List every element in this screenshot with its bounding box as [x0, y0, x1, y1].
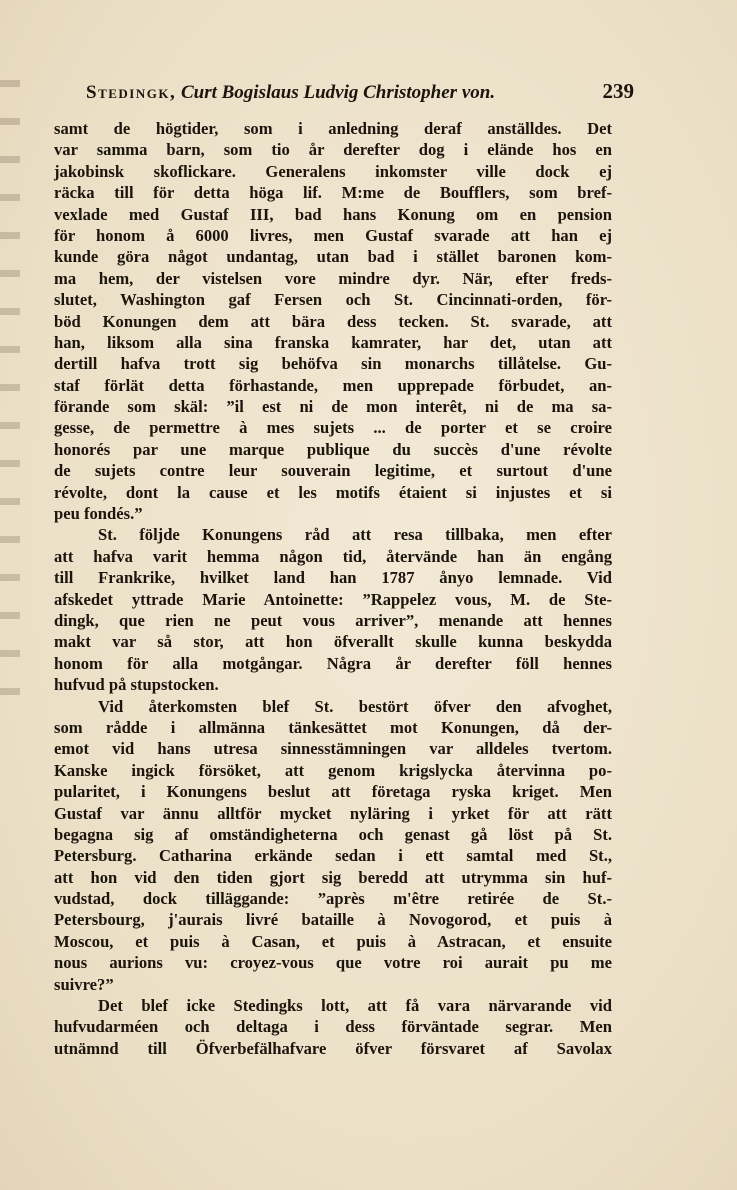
text-line: peu fondés.”	[54, 504, 143, 524]
text-line: att hafva varit hemma någon tid, återvände han än engång	[54, 546, 612, 566]
text-line: Gustaf var ännu alltför mycket nyläring i yrket för att rätt	[54, 803, 612, 823]
text-line: afskedet yttrade Marie Antoinette: ”Rappelez vous, M. de Ste-	[54, 589, 612, 609]
page-number: 239	[602, 79, 634, 103]
text-line: böd Konungen dem att bära dess tecken. St. svarade, att	[54, 311, 612, 331]
body-text	[54, 118, 612, 1059]
text-line: som rådde i allmänna tänkesättet mot Konungen, då der-	[54, 717, 612, 737]
text-line: slutet, Washington gaf Fersen och St. Cincinnati-orden, för-	[54, 290, 612, 310]
text-line: honom för alla motgångar. Några år derefter föll hennes	[54, 653, 612, 673]
text-line: St. följde Konungens råd att resa tillbaka, men efter	[98, 525, 612, 545]
header-title	[86, 82, 495, 104]
text-line: hufvudarméen och deltaga i dess förväntade segrar. Men	[54, 1017, 612, 1037]
text-line: ma hem, der vistelsen vore mindre dyr. När, efter freds-	[54, 268, 612, 288]
text-line: gesse, de permettre à mes sujets ... de porter et se croire	[54, 418, 612, 438]
text-line: samt de högtider, som i anledning deraf anställdes. Det	[54, 119, 612, 138]
header-full-name: Curt Bogislaus Ludvig Christopher von.	[180, 82, 496, 103]
text-line: räcka till för detta höga lif. M:me de Boufflers, som bref-	[54, 183, 612, 203]
text-line: dingk, que rien ne peut vous arriver”, menande att hennes	[54, 610, 612, 630]
text-line: för honom å 6000 livres, men Gustaf svarade att han ej	[54, 225, 612, 245]
text-line: Petersbourg, j'aurais livré bataille à Novogorod, et puis à	[54, 910, 612, 930]
text-line: jakobinsk skoflickare. Generalens inkomster ville dock ej	[54, 161, 612, 181]
text-line: makt var så stor, att hon öfverallt skulle kunna beskydda	[54, 632, 612, 652]
header-name: Stedingk,	[86, 82, 177, 103]
text-line: suivre?”	[54, 974, 114, 994]
text-line: Petersburg. Catharina erkände sedan i ett samtal med St.,	[54, 846, 612, 866]
text-line: pularitet, i Konungens beslut att företaga ryska kriget. Men	[54, 782, 612, 802]
text-line: dertill hafva trott sig behöfva sin monarchs tillåtelse. Gu-	[54, 354, 612, 374]
text-line: Moscou, et puis à Casan, et puis à Astracan, et ensuite	[54, 931, 612, 951]
text-line: att hon vid den tiden gjort sig beredd att utrymma sin huf-	[54, 867, 612, 887]
text-line: nous aurions vu: croyez-vous que votre roi aurait pu me	[54, 953, 612, 973]
text-line: förande som skäl: ”il est ni de mon interêt, ni de ma sa-	[54, 397, 612, 417]
text-line: Vid återkomsten blef St. bestört öfver den afvoghet,	[98, 696, 612, 716]
text-line: staf förlät detta förhastande, men upprepade förbudet, an-	[54, 375, 612, 395]
text-line: vudstad, dock tilläggande: ”après m'être retirée de St.-	[54, 889, 612, 909]
text-line: Kanske ingick försöket, att genom krigslycka återvinna po-	[54, 760, 612, 780]
text-line: kunde göra något undantag, utan bad i stället baronen kom-	[54, 247, 612, 267]
text-line: begagna sig af omständigheterna och genast gå löst på St.	[54, 824, 612, 844]
text-line: hufvud på stupstocken.	[54, 675, 219, 695]
text-line: han, liksom alla sina franska kamrater, har det, utan att	[54, 332, 612, 352]
bleed-through-marks	[0, 80, 20, 720]
text-line: honorés par une marque publique du succès d'une révolte	[54, 439, 612, 459]
running-header	[86, 79, 634, 104]
text-line: emot vid hans utresa sinnesstämningen var alldeles tvertom.	[54, 739, 612, 759]
text-line: utnämnd till Öfverbefälhafvare öfver försvaret af Savolax	[54, 1038, 612, 1058]
text-line: vexlade med Gustaf III, bad hans Konung om en pension	[54, 204, 612, 224]
text-line: till Frankrike, hvilket land han 1787 ånyo lemnade. Vid	[54, 568, 612, 588]
text-line: var samma barn, som tio år derefter dog i elände hos en	[54, 140, 612, 160]
text-line: Det blef icke Stedingks lott, att få vara närvarande vid	[98, 996, 612, 1016]
text-line: révolte, dont la cause et les motifs étaient si injustes et si	[54, 482, 612, 502]
text-line: de sujets contre leur souverain legitime, et surtout d'une	[54, 461, 612, 481]
